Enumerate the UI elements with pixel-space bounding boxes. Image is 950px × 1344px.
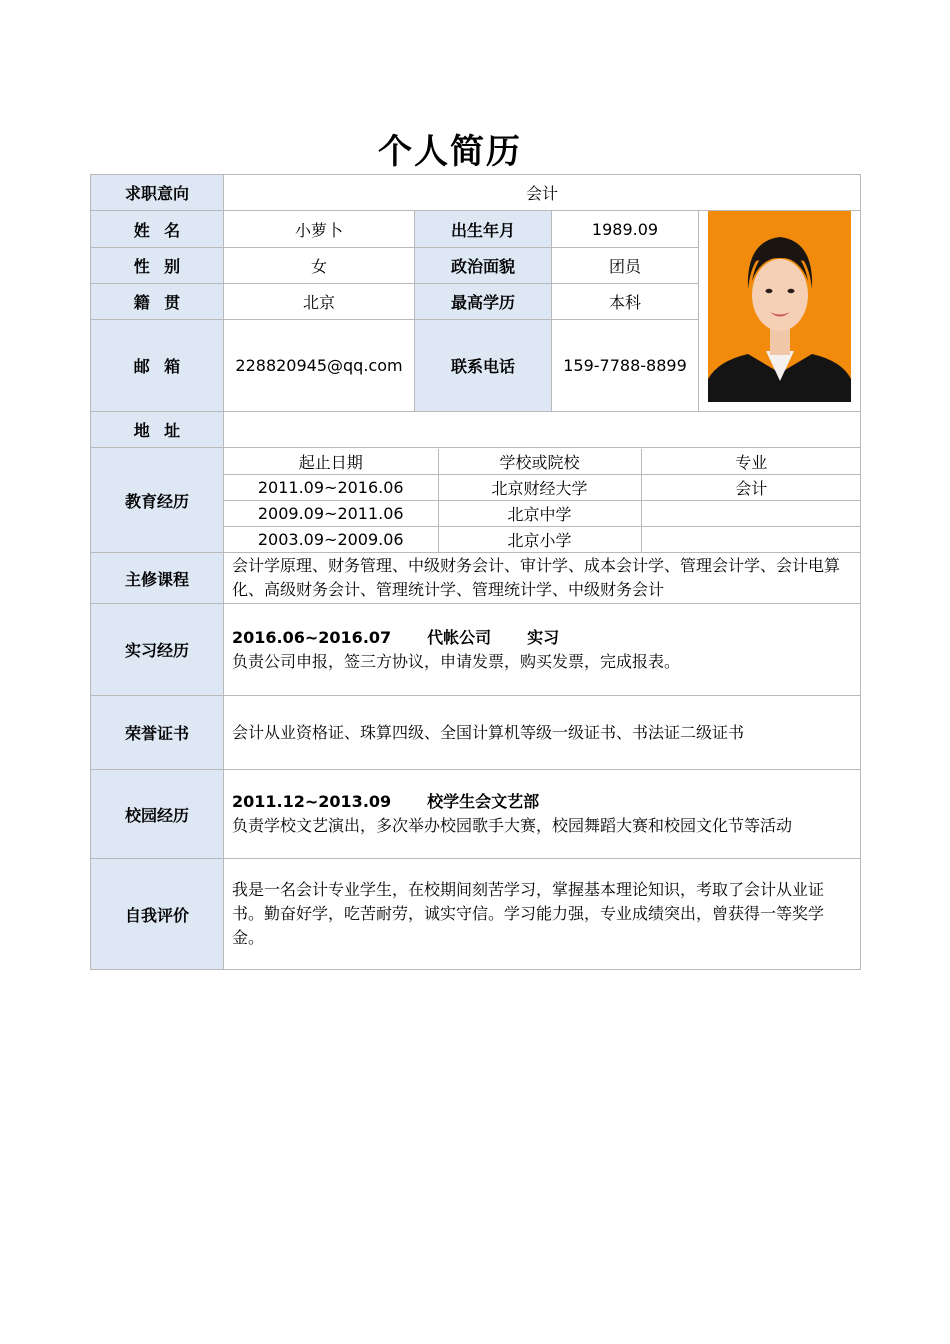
education-entry-row <box>224 500 861 526</box>
honors-label: 荣誉证书 <box>91 696 224 770</box>
education-header: 起止日期 <box>224 449 438 475</box>
phone-value: 159-7788-8899 <box>552 320 699 412</box>
education-level-value: 本科 <box>552 284 699 320</box>
courses-text: 会计学原理、财务管理、中级财务会计、审计学、成本会计学、管理会计学、会计电算化、高级财务会计、管理统计学、管理统计学、中级财务会计 <box>224 553 861 604</box>
education-entry-row <box>224 526 861 552</box>
birth-label: 出生年月 <box>415 211 552 248</box>
job-value: 会计 <box>224 175 861 211</box>
phone-label: 联系电话 <box>415 320 552 412</box>
self-evaluation-row <box>91 859 861 970</box>
internship-content <box>224 604 861 696</box>
resume-table <box>90 174 861 970</box>
internship-role: 实习 <box>527 627 560 647</box>
gender-value: 女 <box>224 248 415 284</box>
education-header: 专业 <box>641 449 861 475</box>
job-row <box>91 175 861 211</box>
education-label: 教育经历 <box>91 448 224 553</box>
name-row <box>91 211 861 248</box>
address-value <box>224 412 861 448</box>
internship-period: 2016.06~2016.07 <box>232 627 392 647</box>
photo-cell <box>699 211 861 412</box>
courses-label: 主修课程 <box>91 553 224 604</box>
education-period: 2003.09~2009.06 <box>257 529 404 549</box>
honors-row <box>91 696 861 770</box>
campus-org: 校学生会文艺部 <box>427 792 540 811</box>
internship-heading <box>232 626 852 650</box>
education-header: 学校或院校 <box>438 449 641 475</box>
education-header-row <box>224 449 861 475</box>
page-title: 个人简历 <box>378 132 522 172</box>
email-value: 228820945@qq.com <box>224 320 415 412</box>
email-label: 邮箱 <box>91 320 224 412</box>
education-table <box>224 449 861 552</box>
honors-text: 会计从业资格证、珠算四级、全国计算机等级一级证书、书法证二级证书 <box>224 696 861 770</box>
origin-value: 北京 <box>224 284 415 320</box>
education-period: 2011.09~2016.06 <box>224 474 438 500</box>
campus-row <box>91 770 861 859</box>
campus-description: 负责学校文艺演出，多次举办校园歌手大赛，校园舞蹈大赛和校园文化节等活动 <box>232 816 793 835</box>
self-evaluation-label: 自我评价 <box>91 859 224 970</box>
job-label: 求职意向 <box>91 175 224 211</box>
internship-row <box>91 604 861 696</box>
political-value: 团员 <box>552 248 699 284</box>
origin-label: 籍贯 <box>91 284 224 320</box>
campus-content <box>224 770 861 859</box>
campus-label: 校园经历 <box>91 770 224 859</box>
education-row <box>91 448 861 553</box>
courses-row <box>91 553 861 604</box>
education-school: 北京财经大学 <box>438 474 641 500</box>
address-label: 地址 <box>91 412 224 448</box>
self-evaluation-text: 我是一名会计专业学生，在校期间刻苦学习，掌握基本理论知识，考取了会计从业证书。勤奋好学，吃苦耐劳，诚实守信。学习能力强，专业成绩突出，曾获得一等奖学金。 <box>224 859 861 970</box>
campus-heading <box>232 790 852 814</box>
internship-description: 负责公司申报，签三方协议，申请发票，购买发票，完成报表。 <box>232 651 681 671</box>
name-value: 小萝卜 <box>224 211 415 248</box>
education-level-label: 最高学历 <box>415 284 552 320</box>
education-school: 北京中学 <box>438 500 641 526</box>
education-major <box>641 500 861 526</box>
education-period: 2009.09~2011.06 <box>224 500 438 526</box>
education-table-cell <box>224 448 861 553</box>
gender-label: 性别 <box>91 248 224 284</box>
internship-label: 实习经历 <box>91 604 224 696</box>
education-major <box>641 526 861 552</box>
internship-company: 代帐公司 <box>427 627 492 647</box>
campus-period: 2011.12~2013.09 <box>232 792 392 811</box>
political-label: 政治面貌 <box>415 248 552 284</box>
name-label: 姓名 <box>91 211 224 248</box>
portrait-photo <box>708 211 851 402</box>
education-entry-row <box>224 474 861 500</box>
education-school: 北京小学 <box>438 526 641 552</box>
education-major: 会计 <box>641 474 861 500</box>
address-row <box>91 412 861 448</box>
birth-value: 1989.09 <box>552 211 699 248</box>
